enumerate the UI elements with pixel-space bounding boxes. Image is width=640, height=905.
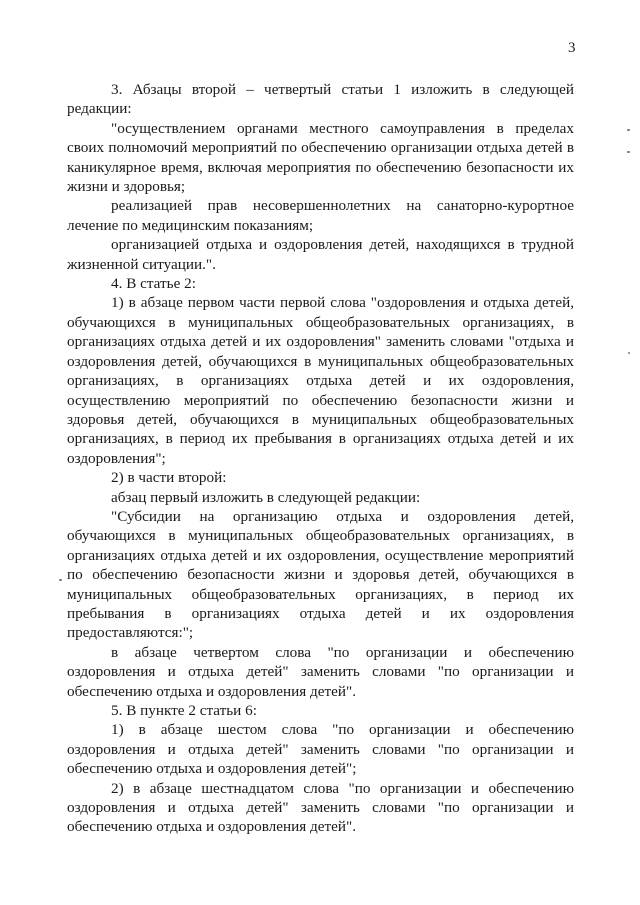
quoted-paragraph-local-authority: "осуществлением органами местного самоуправления в пределах своих полномочий мероприятий по обеспечению организации отдыха детей в каникулярное время, включая мероприятия по обеспечению безопасности их жизни и здоровья; <box>67 119 574 196</box>
scan-speck <box>628 352 630 354</box>
quoted-paragraph-sanatorium: реализацией прав несовершеннолетних на санаторно-курортное лечение по медицинским показаниям; <box>67 197 574 234</box>
paragraph-item-4-heading: 4. В статье 2: <box>111 275 196 293</box>
paragraph-item-4-1: 1) в абзаце первом части первой слова "оздоровления и отдыха детей, обучающихся в муниципальных общеобразовательных организациях, в организациях отдыха детей и их оздоровления" заменить словами "отдыха и оздоровления детей, обучающихся в муниципальных общеобразовательных организациях, в организациях отдыха детей и их оздоровления, осуществлению мероприятий по обеспечению безопасности жизни и здоровья детей, обучающихся в муниципальных общеобразовательных организациях, в период их пребывания в организациях отдыха детей и их оздоровления"; <box>67 294 574 467</box>
paragraph-item-5-2: 2) в абзаце шестнадцатом слова "по организации и обеспечению оздоровления и отдыха детей" заменить словами "по организации и обеспечению отдыха и оздоровления детей". <box>67 779 574 836</box>
paragraph-item-3-heading: 3. Абзацы второй – четвертый статьи 1 изложить в следующей редакции: <box>67 81 574 118</box>
quoted-paragraph-subsidies: "Субсидии на организацию отдыха и оздоровления детей, обучающихся в муниципальных общеобразовательных организациях, в организациях отдыха детей и их оздоровления, осуществление мероприятий по обеспечению безопасности жизни и здоровья детей, обучающихся в муниципальных общеобразовательных организациях, в период их пребывания в организациях отдыха детей и их оздоровления предоставляются:"; <box>67 507 574 642</box>
paragraph-item-5-heading: 5. В пункте 2 статьи 6: <box>111 702 257 719</box>
page-number: 3 <box>568 40 576 56</box>
paragraph-item-5-1: 1) в абзаце шестом слова "по организации и обеспечению оздоровления и отдыха детей" заменить словами "по организации и обеспечению отдыха и оздоровления детей"; <box>67 721 574 778</box>
paragraph-fourth-abzac: в абзаце четвертом слова "по организации и обеспечению оздоровления и отдыха детей" заменить словами "по организации и обеспечению отдыха и оздоровления детей". <box>67 643 574 700</box>
quoted-paragraph-difficult-situation: организацией отдыха и оздоровления детей, находящихся в трудной жизненной ситуации.". <box>67 236 574 273</box>
scan-speck <box>59 579 62 581</box>
document-body <box>67 80 574 837</box>
paragraph-item-4-2: 2) в части второй: <box>111 469 227 487</box>
paragraph-new-wording: абзац первый изложить в следующей редакции: <box>111 488 421 506</box>
scan-speck <box>627 151 630 153</box>
scan-speck <box>627 129 630 131</box>
